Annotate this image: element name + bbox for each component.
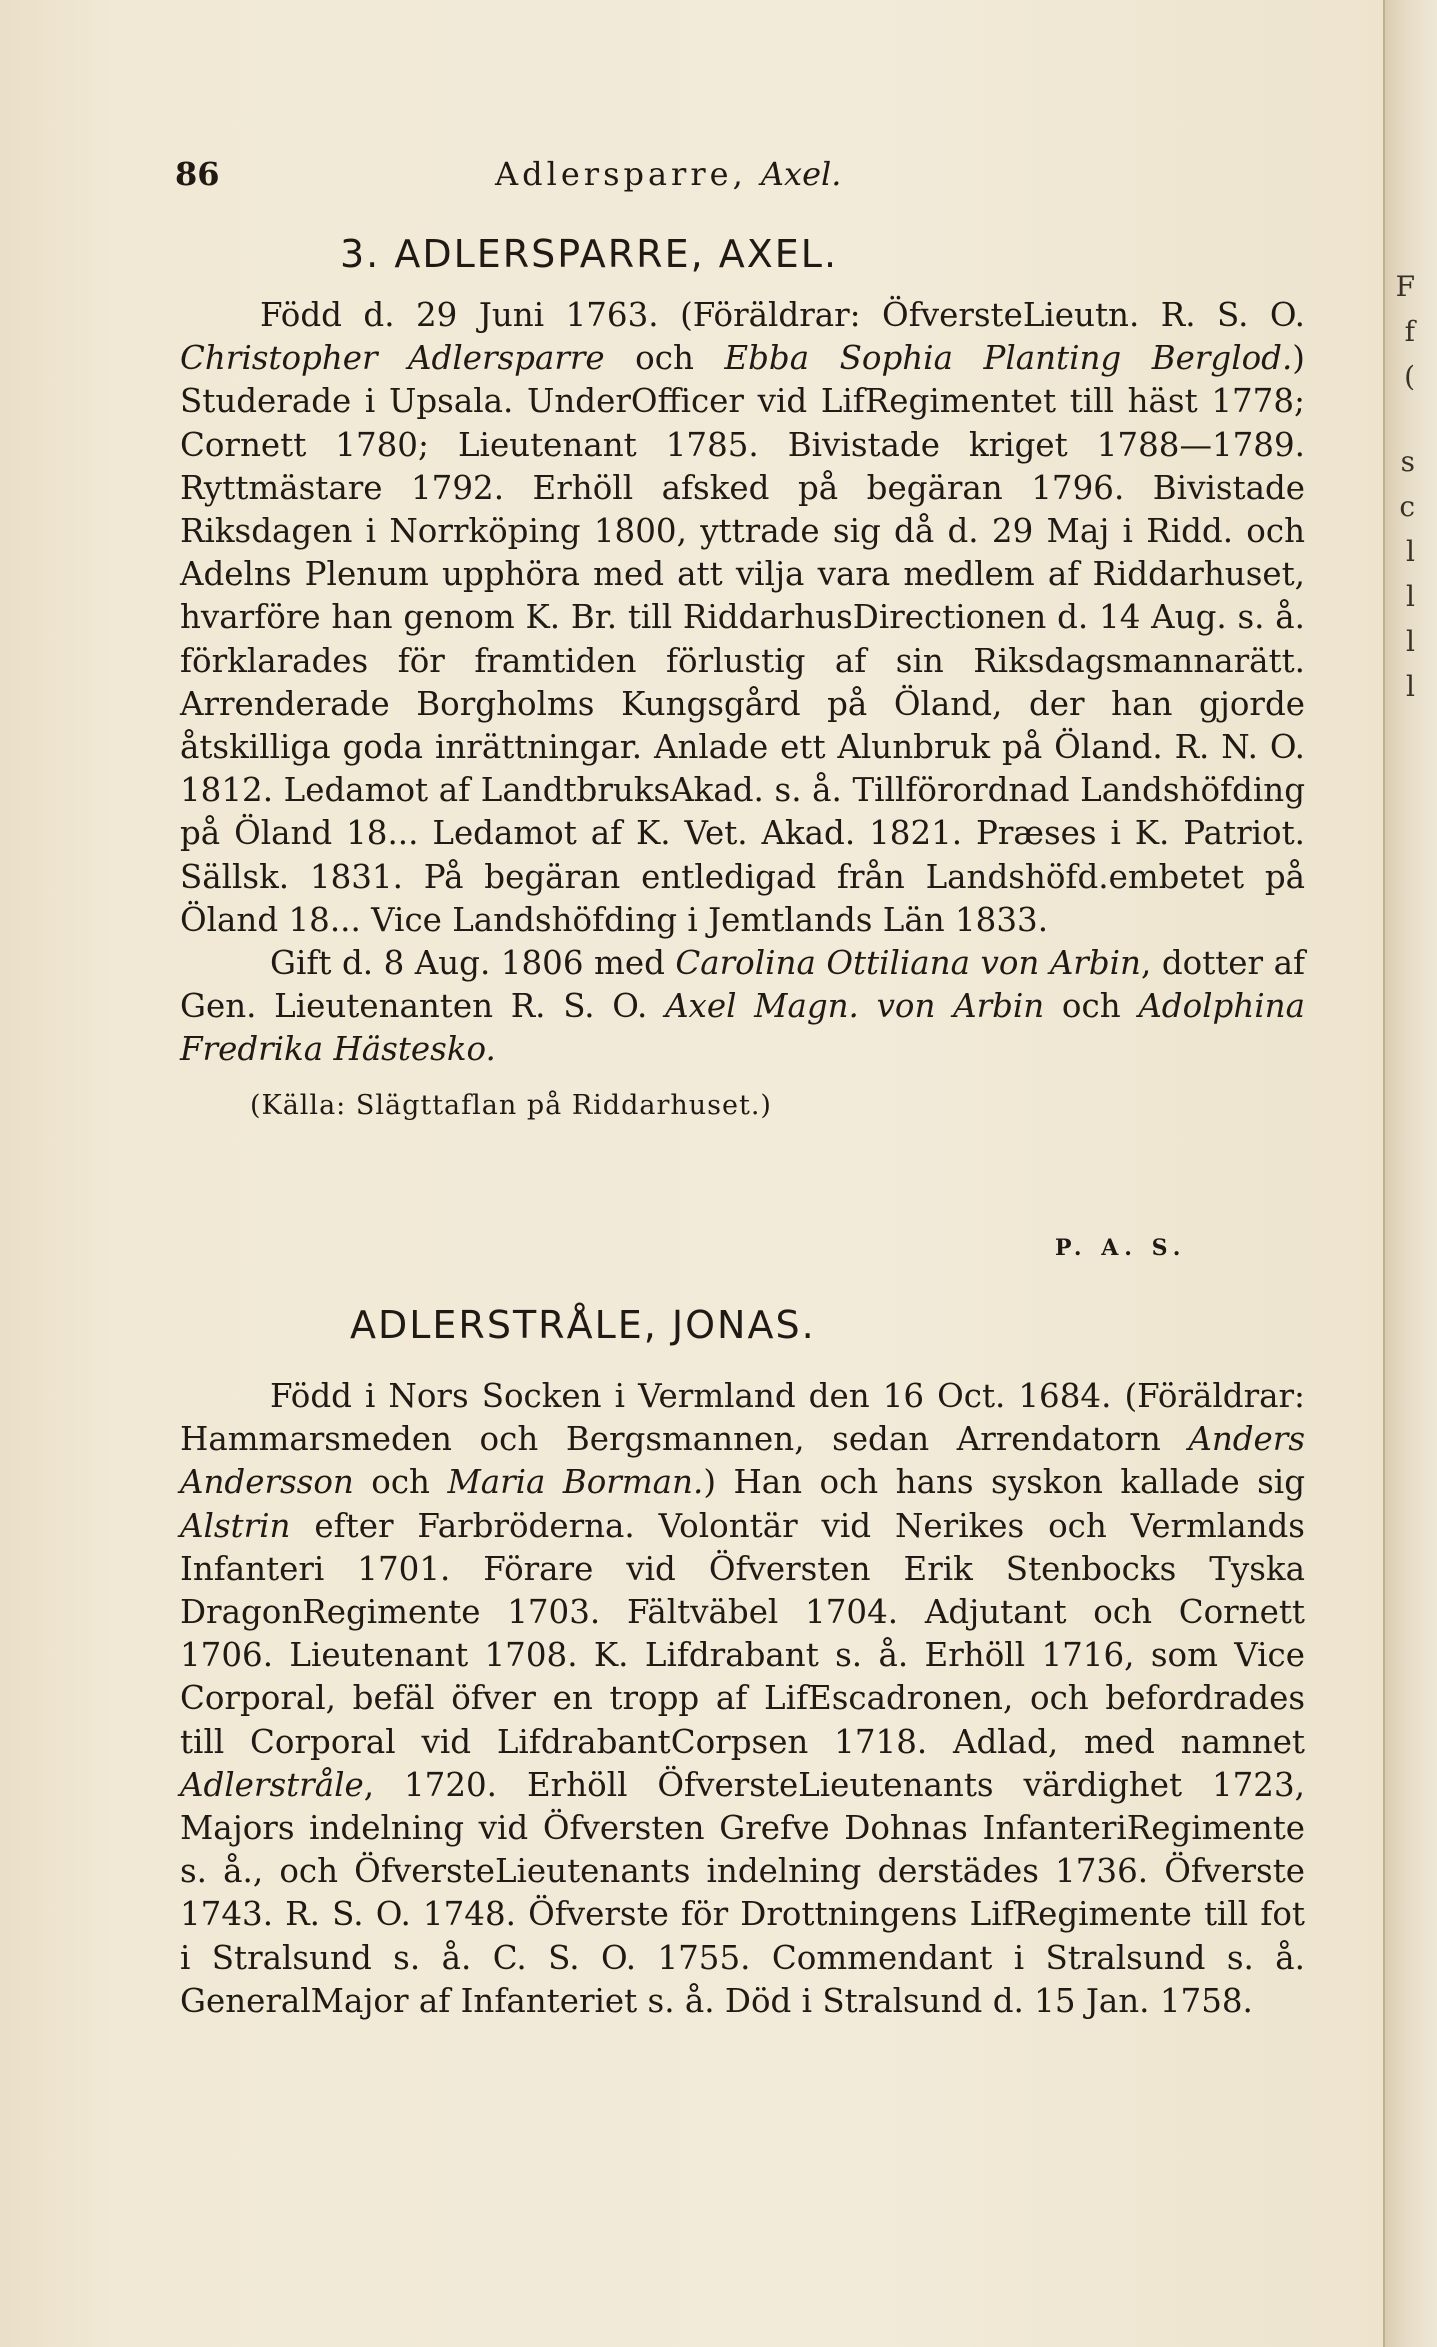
- italic-name-text: Ebba Sophia Planting Berglod.: [724, 339, 1293, 378]
- entry-title: 3. ADLERSPARRE, AXEL.: [340, 232, 839, 276]
- margin-letter: l: [1406, 625, 1415, 658]
- italic-name-text: Anders Andersson: [180, 1420, 1305, 1502]
- italic-name-text: Adolphina Fredrika Hästesko.: [180, 987, 1305, 1069]
- source-note: (Källa: Slägttaflan på Riddarhuset.): [250, 1089, 772, 1121]
- italic-name-text: Maria Borman.: [447, 1463, 704, 1502]
- margin-letter: l: [1406, 535, 1415, 568]
- body-text: och: [1044, 987, 1139, 1026]
- entry-adlerstrale: [180, 1303, 1305, 2023]
- running-head-name: Adlersparre,: [495, 155, 747, 193]
- italic-name-text: Adlerstråle: [180, 1765, 364, 1804]
- author-signature: P. A. S.: [1055, 1235, 1187, 1261]
- entry-title: ADLERSTRÅLE, JONAS.: [350, 1303, 816, 1347]
- italic-name-text: Alstrin: [180, 1506, 291, 1545]
- margin-letter: (: [1404, 360, 1415, 393]
- margin-letter: l: [1406, 670, 1415, 703]
- running-head: [175, 155, 1305, 205]
- italic-name-text: Axel Magn. von Arbin: [665, 987, 1045, 1026]
- entry-adlersparre: [180, 232, 1305, 1121]
- running-head-title: [495, 155, 841, 193]
- italic-name-text: Carolina Ottiliana von Arbin: [675, 944, 1141, 983]
- body-text: Född i Nors Socken i Vermland den 16 Oct. 1684. (Föräldrar: Hammarsmeden och Bergsmannen, sedan Arrendatorn: [180, 1377, 1305, 1459]
- margin-letter: f: [1404, 315, 1415, 348]
- adjacent-page-edge: [1383, 0, 1437, 2347]
- entry-body: [180, 294, 1305, 942]
- margin-letter: c: [1399, 490, 1415, 523]
- entry-body: [180, 1375, 1305, 2023]
- body-text: efter Farbröderna. Volontär vid Nerikes och Vermlands Infanteri 1701. Förare vid Öfversten Erik Stenbocks Tyska DragonRegimente 1703. Fältväbel 1704. Adjutant och Cornett 1706. Lieutenant 1708. K. Lifdrabant s. å. Erhöll 1716, som Vice Corporal, befäl öfver en tropp af LifEscadronen, och befordrades till Corporal vid LifdrabantCorpsen 1718. Adlad, med namnet: [180, 1506, 1305, 1761]
- body-text: ) Studerade i Upsala. UnderOfficer vid LifRegimentet till häst 1778; Cornett 1780; Lieutenant 1785. Bivistade kriget 1788—1789. Ryttmästare 1792. Erhöll afsked på begäran 1796. Bivistade Riksdagen i Norrköping 1800, yttrade sig då d. 29 Maj i Ridd. och Adelns Plenum upphöra med att vilja vara medlem af Riddarhuset, hvarföre han genom K. Br. till RiddarhusDirectionen d. 14 Aug. s. å. förklarades för framtiden förlustig af sin Riksdagsmannarätt. Arrenderade Borgholms Kungsgård på Öland, der han gjorde åtskilliga goda inrättningar. Anlade ett Alunbruk på Öland. R. N. O. 1812. Ledamot af LandtbruksAkad. s. å. Tillförordnad Landshöfding på Öland 18... Ledamot af K. Vet. Akad. 1821. Præses i K. Patriot. Sällsk. 1831. På begäran entledigad från Landshöfd.embetet på Öland 18... Vice Landshöfding i Jemtlands Län 1833.: [180, 339, 1305, 939]
- entry-marriage: [180, 942, 1305, 1072]
- body-text: Gift d. 8 Aug. 1806 med: [270, 944, 676, 983]
- body-text: Född d. 29 Juni 1763. (Föräldrar: ÖfversteLieutn. R. S. O.: [260, 296, 1305, 334]
- margin-letter: l: [1406, 580, 1415, 613]
- body-text: och: [604, 339, 725, 378]
- page-number: 86: [175, 155, 220, 193]
- body-text: och: [353, 1463, 448, 1502]
- running-head-italic: Axel.: [760, 155, 842, 193]
- body-text: , 1720. Erhöll ÖfversteLieutenants värdighet 1723, Majors indelning vid Öfversten Grefve Dohnas InfanteriRegimente s. å., och ÖfversteLieutenants indelning derstädes 1736. Öfverste 1743. R. S. O. 1748. Öfverste för Drottningens LifRegimente till fot i Stralsund s. å. C. S. O. 1755. Commendant i Stralsund s. å. GeneralMajor af Infanteriet s. å. Död i Stralsund d. 15 Jan. 1758.: [180, 1765, 1305, 2020]
- margin-letter: F: [1395, 270, 1415, 303]
- body-text: ) Han och hans syskon kallade sig: [703, 1463, 1306, 1502]
- italic-name-text: Christopher Adlersparre: [180, 339, 605, 378]
- margin-letter: s: [1400, 445, 1415, 478]
- body-text: , dotter af Gen. Lieutenanten R. S. O.: [180, 944, 1305, 1026]
